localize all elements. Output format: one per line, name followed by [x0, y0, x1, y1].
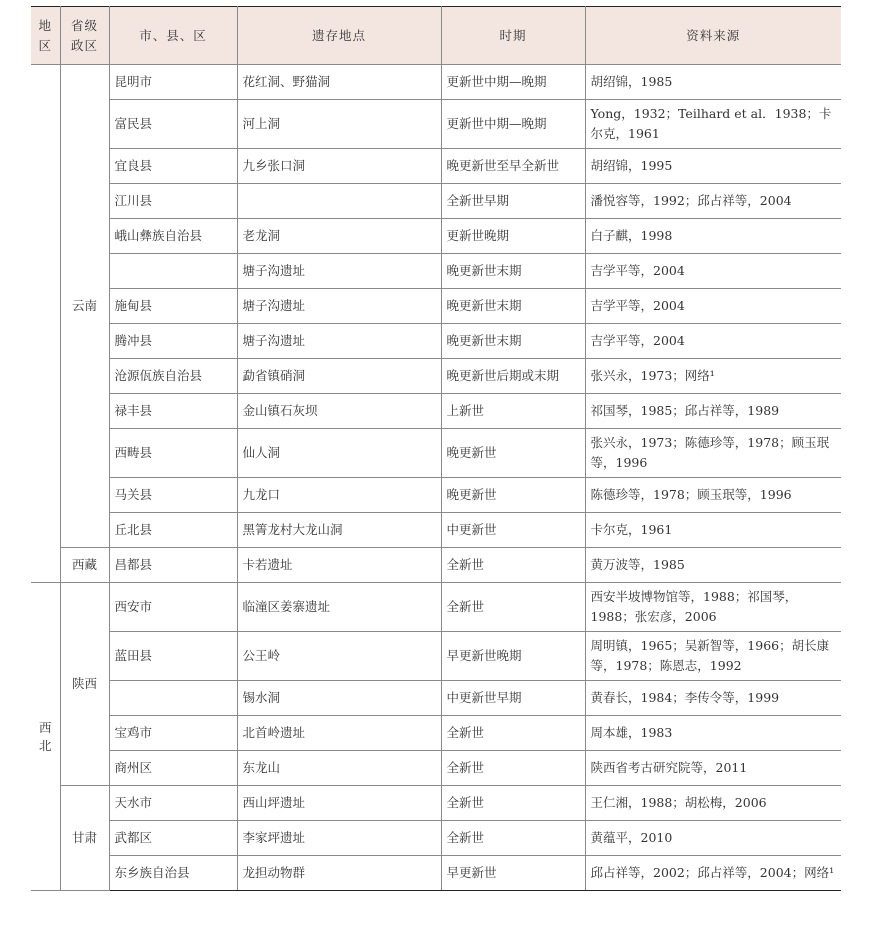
city-cell: 东乡族自治县	[109, 856, 237, 891]
period-cell: 晚更新世至早全新世	[441, 149, 585, 184]
source-cell: 黄万波等，1985	[585, 548, 841, 583]
region-cell	[31, 65, 60, 583]
source-cell: 张兴永，1973；陈德珍等，1978；顾玉珉等，1996	[585, 429, 841, 478]
period-cell: 中更新世早期	[441, 681, 585, 716]
province-cell: 西藏	[60, 548, 109, 583]
site-cell: 公王岭	[237, 632, 441, 681]
city-cell: 峨山彝族自治县	[109, 219, 237, 254]
header-province: 省级政区	[60, 7, 109, 65]
source-cell: 吉学平等，2004	[585, 289, 841, 324]
site-cell: 塘子沟遗址	[237, 324, 441, 359]
city-cell: 丘北县	[109, 513, 237, 548]
source-cell: 周本雄，1983	[585, 716, 841, 751]
city-cell: 西畴县	[109, 429, 237, 478]
site-cell: 黑箐龙村大龙山洞	[237, 513, 441, 548]
site-cell: 塘子沟遗址	[237, 254, 441, 289]
source-cell: 王仁湘，1988；胡松梅，2006	[585, 786, 841, 821]
period-cell: 晚更新世	[441, 478, 585, 513]
table-row	[31, 716, 841, 751]
table-row	[31, 65, 841, 100]
site-cell: 九龙口	[237, 478, 441, 513]
table-row	[31, 184, 841, 219]
period-cell: 全新世	[441, 583, 585, 632]
table-row	[31, 394, 841, 429]
city-cell: 昆明市	[109, 65, 237, 100]
table-row	[31, 856, 841, 891]
source-cell: 胡绍锦，1995	[585, 149, 841, 184]
city-cell: 蓝田县	[109, 632, 237, 681]
site-cell: 东龙山	[237, 751, 441, 786]
table-row	[31, 821, 841, 856]
city-cell	[109, 254, 237, 289]
header-city: 市、县、区	[109, 7, 237, 65]
table-row	[31, 786, 841, 821]
source-cell: 西安半坡博物馆等，1988；祁国琴，1988；张宏彦，2006	[585, 583, 841, 632]
site-cell	[237, 184, 441, 219]
header-site: 遗存地点	[237, 7, 441, 65]
period-cell: 全新世	[441, 716, 585, 751]
period-cell: 全新世	[441, 751, 585, 786]
site-cell: 北首岭遗址	[237, 716, 441, 751]
source-cell: 卡尔克，1961	[585, 513, 841, 548]
city-cell: 沧源佤族自治县	[109, 359, 237, 394]
period-cell: 全新世	[441, 786, 585, 821]
source-cell: 黄蕴平，2010	[585, 821, 841, 856]
table-row	[31, 100, 841, 149]
table-row	[31, 219, 841, 254]
site-cell: 塘子沟遗址	[237, 289, 441, 324]
city-cell: 禄丰县	[109, 394, 237, 429]
province-cell: 陕西	[60, 583, 109, 786]
site-cell: 锡水洞	[237, 681, 441, 716]
header-region: 地区	[31, 7, 60, 65]
province-cell: 甘肃	[60, 786, 109, 891]
table-row	[31, 254, 841, 289]
city-cell: 富民县	[109, 100, 237, 149]
period-cell: 全新世早期	[441, 184, 585, 219]
fossil-sites-table	[31, 6, 841, 891]
source-cell: 潘悦容等，1992；邱占祥等，2004	[585, 184, 841, 219]
period-cell: 晚更新世后期或末期	[441, 359, 585, 394]
site-cell: 勐省镇硝洞	[237, 359, 441, 394]
site-cell: 老龙洞	[237, 219, 441, 254]
period-cell: 全新世	[441, 821, 585, 856]
site-cell: 花红洞、野猫洞	[237, 65, 441, 100]
region-cell: 西北	[31, 583, 60, 891]
province-cell: 云南	[60, 65, 109, 548]
city-cell: 马关县	[109, 478, 237, 513]
site-cell: 西山坪遗址	[237, 786, 441, 821]
site-cell: 仙人洞	[237, 429, 441, 478]
city-cell: 宜良县	[109, 149, 237, 184]
period-cell: 更新世中期—晚期	[441, 100, 585, 149]
period-cell: 上新世	[441, 394, 585, 429]
city-cell: 武都区	[109, 821, 237, 856]
table-body	[31, 65, 841, 891]
period-cell: 中更新世	[441, 513, 585, 548]
city-cell: 腾冲县	[109, 324, 237, 359]
city-cell: 施甸县	[109, 289, 237, 324]
period-cell: 早更新世	[441, 856, 585, 891]
source-cell: 胡绍锦，1985	[585, 65, 841, 100]
source-cell: 黄春长，1984；李传令等，1999	[585, 681, 841, 716]
source-cell: 张兴永，1973；网络¹	[585, 359, 841, 394]
city-cell: 江川县	[109, 184, 237, 219]
table-row	[31, 359, 841, 394]
table-row	[31, 478, 841, 513]
site-cell: 李家坪遗址	[237, 821, 441, 856]
table-row	[31, 583, 841, 632]
city-cell: 西安市	[109, 583, 237, 632]
source-cell: 白子麒，1998	[585, 219, 841, 254]
table-row	[31, 513, 841, 548]
table-row	[31, 681, 841, 716]
table-row	[31, 632, 841, 681]
source-cell: 周明镇，1965；吴新智等，1966；胡长康等，1978；陈恩志，1992	[585, 632, 841, 681]
source-cell: 祁国琴，1985；邱占祥等，1989	[585, 394, 841, 429]
table-row	[31, 289, 841, 324]
table-row	[31, 751, 841, 786]
period-cell: 晚更新世末期	[441, 289, 585, 324]
city-cell: 商州区	[109, 751, 237, 786]
source-cell: 吉学平等，2004	[585, 254, 841, 289]
period-cell: 晚更新世末期	[441, 324, 585, 359]
header-source: 资料来源	[585, 7, 841, 65]
city-cell: 宝鸡市	[109, 716, 237, 751]
site-cell: 九乡张口洞	[237, 149, 441, 184]
period-cell: 晚更新世	[441, 429, 585, 478]
header-period: 时期	[441, 7, 585, 65]
city-cell: 昌都县	[109, 548, 237, 583]
period-cell: 晚更新世末期	[441, 254, 585, 289]
table-row	[31, 429, 841, 478]
city-cell	[109, 681, 237, 716]
period-cell: 早更新世晚期	[441, 632, 585, 681]
source-cell: 陈德珍等，1978；顾玉珉等，1996	[585, 478, 841, 513]
site-cell: 金山镇石灰坝	[237, 394, 441, 429]
site-cell: 河上洞	[237, 100, 441, 149]
city-cell: 天水市	[109, 786, 237, 821]
header-row	[31, 7, 841, 65]
site-cell: 临潼区姜寨遗址	[237, 583, 441, 632]
period-cell: 更新世晚期	[441, 219, 585, 254]
table-row	[31, 324, 841, 359]
source-cell: Yong，1932；Teilhard et al．1938；卡尔克，1961	[585, 100, 841, 149]
table-header	[31, 7, 841, 65]
table-row	[31, 548, 841, 583]
source-cell: 邱占祥等，2002；邱占祥等，2004；网络¹	[585, 856, 841, 891]
source-cell: 吉学平等，2004	[585, 324, 841, 359]
period-cell: 全新世	[441, 548, 585, 583]
site-cell: 龙担动物群	[237, 856, 441, 891]
table-row	[31, 149, 841, 184]
site-cell: 卡若遗址	[237, 548, 441, 583]
period-cell: 更新世中期—晚期	[441, 65, 585, 100]
source-cell: 陕西省考古研究院等，2011	[585, 751, 841, 786]
